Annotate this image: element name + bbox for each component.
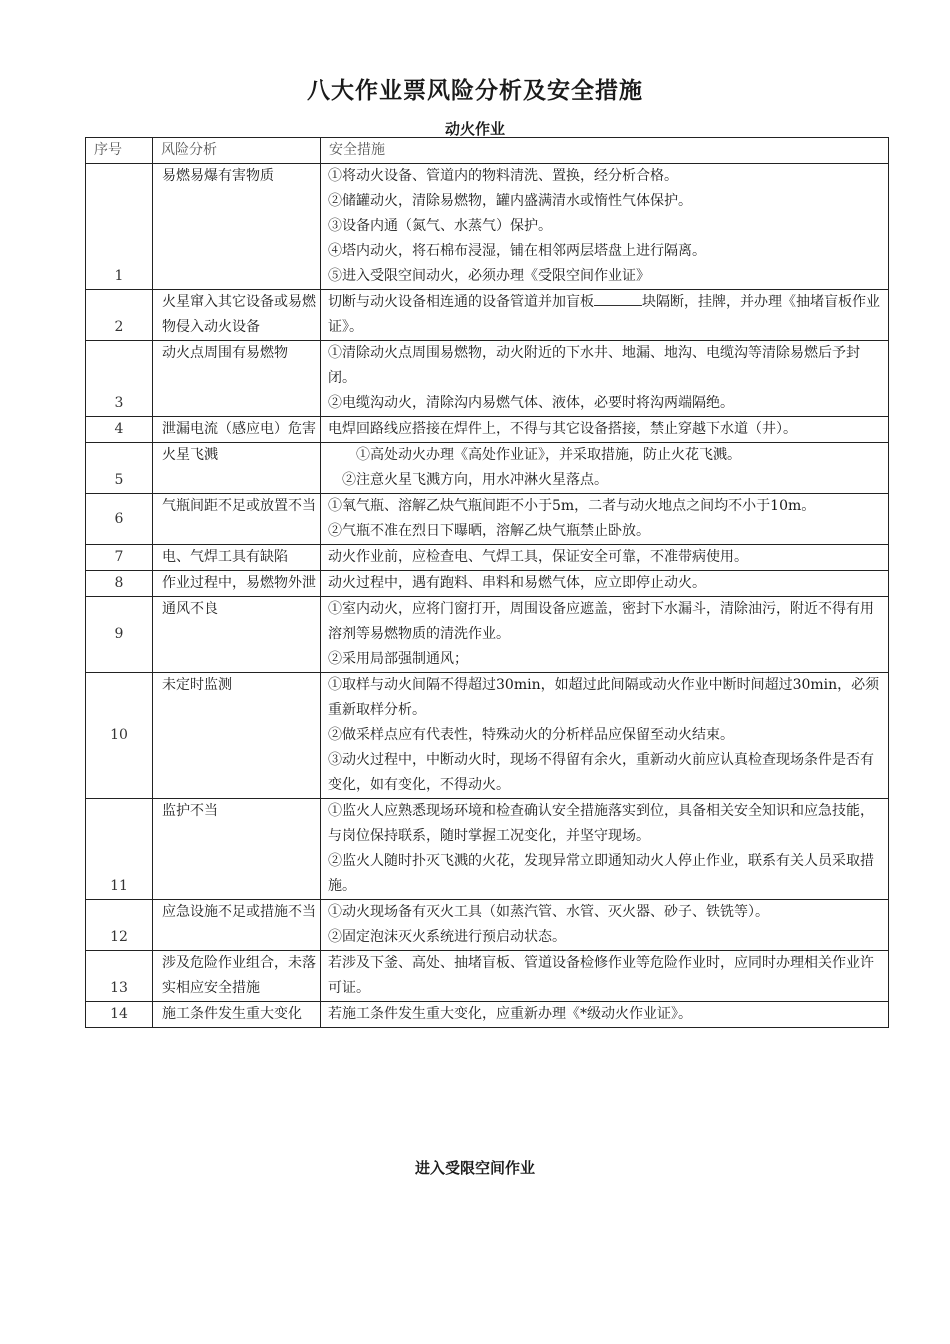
measure-line: ②电缆沟动火，清除沟内易燃气体、液体，必要时将沟两端隔绝。 <box>328 395 734 411</box>
table-row <box>86 571 889 597</box>
measure-line: ③设备内通（氮气、水蒸气）保护。 <box>328 218 552 234</box>
row-number: 3 <box>86 341 153 417</box>
row-number: 6 <box>86 494 153 545</box>
risk-cell: 施工条件发生重大变化 <box>153 1002 321 1028</box>
measure-cell <box>321 164 889 290</box>
measure-line: 动火过程中，遇有跑料、串料和易燃气体，应立即停止动火。 <box>328 575 706 591</box>
page-title: 八大作业票风险分析及安全措施 <box>307 78 643 104</box>
table-row <box>86 545 889 571</box>
measure-line: ⑤进入受限空间动火，必须办理《受限空间作业证》 <box>328 268 650 284</box>
measure-line: ①清除动火点周围易燃物，动火附近的下水井、地漏、地沟、电缆沟等清除易燃后予封闭。 <box>328 345 860 386</box>
measure-line: ①高处动火办理《高处作业证》，并采取措施，防止火花飞溅。 <box>356 447 741 463</box>
table-header-row <box>86 138 889 164</box>
row-number: 12 <box>86 900 153 951</box>
risk-cell: 通风不良 <box>153 597 321 673</box>
table-row <box>86 900 889 951</box>
measure-text: 块隔断，挂牌，并办理《抽堵盲板作业证》。 <box>328 294 880 335</box>
measure-line: ②做采样点应有代表性，特殊动火的分析样品应保留至动火结束。 <box>328 727 734 743</box>
table-row <box>86 951 889 1002</box>
row-number: 1 <box>86 164 153 290</box>
risk-cell: 监护不当 <box>153 799 321 900</box>
table-row <box>86 799 889 900</box>
measure-line: ②气瓶不准在烈日下曝晒，溶解乙炔气瓶禁止卧放。 <box>328 523 650 539</box>
row-number: 14 <box>86 1002 153 1028</box>
risk-cell: 动火点周围有易燃物 <box>153 341 321 417</box>
risk-cell: 火星飞溅 <box>153 443 321 494</box>
measure-line: ①氧气瓶、溶解乙炔气瓶间距不小于5m，二者与动火地点之间均不小于10m。 <box>328 498 816 514</box>
risk-table <box>85 137 889 1028</box>
measure-cell <box>321 545 889 571</box>
table-row <box>86 494 889 545</box>
measure-cell <box>321 571 889 597</box>
risk-cell: 未定时监测 <box>153 673 321 799</box>
risk-cell: 气瓶间距不足或放置不当 <box>153 494 321 545</box>
measure-line: 若涉及下釜、高处、抽堵盲板、管道设备检修作业等危险作业时，应同时办理相关作业许可证。 <box>328 955 874 996</box>
measure-cell <box>321 443 889 494</box>
measure-text: 切断与动火设备相连通的设备管道并加盲板 <box>328 294 594 310</box>
risk-cell: 应急设施不足或措施不当 <box>153 900 321 951</box>
measure-cell <box>321 951 889 1002</box>
table-row <box>86 417 889 443</box>
table-row <box>86 164 889 290</box>
risk-cell: 易燃易爆有害物质 <box>153 164 321 290</box>
row-number: 2 <box>86 290 153 341</box>
measure-cell <box>321 417 889 443</box>
measure-line: 动火作业前，应检查电、气焊工具，保证安全可靠，不准带病使用。 <box>328 549 748 565</box>
measure-cell <box>321 673 889 799</box>
table-row <box>86 1002 889 1028</box>
fill-in-blank <box>594 291 642 306</box>
section-title-confined-space: 进入受限空间作业 <box>414 1159 535 1177</box>
row-number: 5 <box>86 443 153 494</box>
section-title-hot-work: 动火作业 <box>444 120 505 138</box>
measure-line: ②固定泡沫灭火系统进行预启动状态。 <box>328 929 566 945</box>
risk-cell: 电、气焊工具有缺陷 <box>153 545 321 571</box>
row-number: 13 <box>86 951 153 1002</box>
measure-cell <box>321 341 889 417</box>
measure-line: ②储罐动火，清除易燃物，罐内盛满清水或惰性气体保护。 <box>328 193 692 209</box>
risk-cell: 泄漏电流（感应电）危害 <box>153 417 321 443</box>
risk-cell: 作业过程中，易燃物外泄 <box>153 571 321 597</box>
measure-line: ②注意火星飞溅方向，用水冲淋火星落点。 <box>342 472 608 488</box>
measure-line: ②监火人随时扑灭飞溅的火花，发现异常立即通知动火人停止作业，联系有关人员采取措施。 <box>328 853 874 894</box>
measure-line: ①监火人应熟悉现场环境和检查确认安全措施落实到位，具备相关安全知识和应急技能，与岗位保持联系，随时掌握工况变化，并坚守现场。 <box>328 803 874 844</box>
table-row <box>86 597 889 673</box>
measure-line: 若施工条件发生重大变化，应重新办理《*级动火作业证》。 <box>328 1006 692 1022</box>
table-row <box>86 443 889 494</box>
measure-line: ①动火现场备有灭火工具（如蒸汽管、水管、灭火器、砂子、铁铣等）。 <box>328 904 769 920</box>
row-number: 10 <box>86 673 153 799</box>
measure-line: ④塔内动火，将石棉布浸湿，铺在相邻两层塔盘上进行隔离。 <box>328 243 706 259</box>
table-row <box>86 341 889 417</box>
header-measure: 安全措施 <box>321 138 889 164</box>
table-row <box>86 673 889 799</box>
table-row <box>86 290 889 341</box>
row-number: 7 <box>86 545 153 571</box>
risk-cell: 涉及危险作业组合，未落实相应安全措施 <box>153 951 321 1002</box>
measure-line: ③动火过程中，中断动火时，现场不得留有余火，重新动火前应认真检查现场条件是否有变化，如有变化，不得动火。 <box>328 752 874 793</box>
measure-cell <box>321 494 889 545</box>
measure-cell <box>321 597 889 673</box>
risk-cell: 火星窜入其它设备或易燃物侵入动火设备 <box>153 290 321 341</box>
measure-line: ①取样与动火间隔不得超过30min，如超过此间隔或动火作业中断时间超过30min，必须重新取样分析。 <box>328 677 880 718</box>
measure-cell <box>321 1002 889 1028</box>
measure-cell <box>321 290 889 341</box>
row-number: 9 <box>86 597 153 673</box>
measure-line: ②采用局部强制通风； <box>328 651 468 667</box>
row-number: 8 <box>86 571 153 597</box>
header-risk: 风险分析 <box>153 138 321 164</box>
row-number: 11 <box>86 799 153 900</box>
measure-cell <box>321 900 889 951</box>
measure-line: ①将动火设备、管道内的物料清洗、置换，经分析合格。 <box>328 168 678 184</box>
measure-line: 电焊回路线应搭接在焊件上，不得与其它设备搭接，禁止穿越下水道（井）。 <box>328 421 797 437</box>
row-number: 4 <box>86 417 153 443</box>
header-no: 序号 <box>86 138 153 164</box>
measure-line: ①室内动火，应将门窗打开，周围设备应遮盖，密封下水漏斗，清除油污，附近不得有用溶剂等易燃物质的清洗作业。 <box>328 601 874 642</box>
measure-cell <box>321 799 889 900</box>
